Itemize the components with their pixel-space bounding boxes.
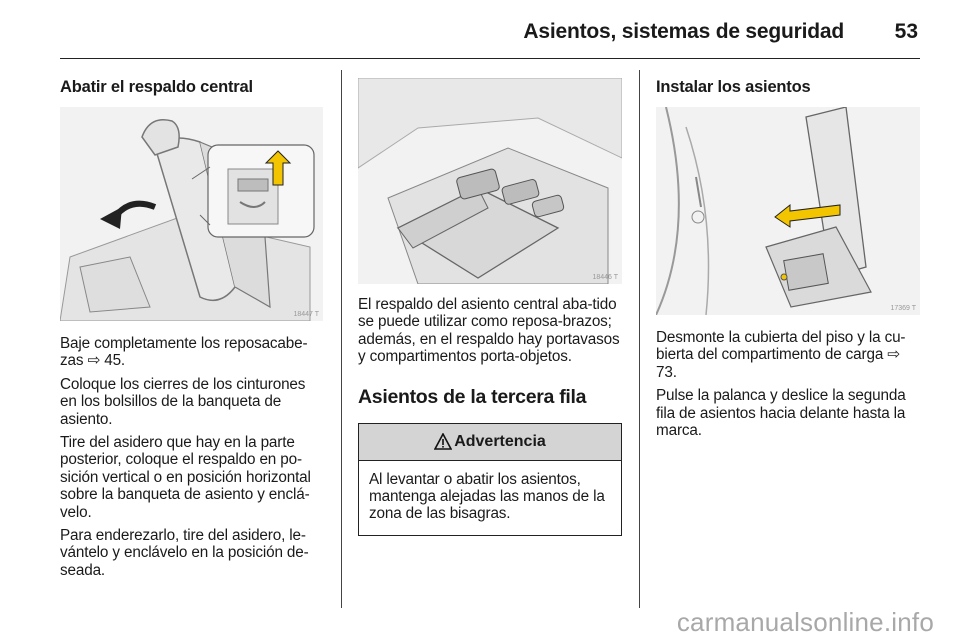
page-title: Asientos, sistemas de seguridad [523, 20, 844, 43]
paragraph: Baje completamente los reposacabe-zas ⇨ 45. [60, 335, 308, 370]
illustration-armrest [358, 78, 622, 284]
section-heading: Abatir el respaldo central [60, 78, 253, 96]
paragraph: El respaldo del asiento central aba-tido se puede utilizar como reposa-brazos; además, en el respaldo hay portavasos y compartimentos porta-objetos. [358, 296, 620, 366]
paragraph: Pulse la palanca y deslice la segunda fila de asientos hacia delante hasta la marca. [656, 387, 906, 440]
figure-code: 18447 T [293, 311, 319, 318]
illustration-seat-lever [656, 107, 920, 315]
warning-box [358, 423, 622, 536]
illustration-center-backrest [60, 107, 323, 321]
warning-body [359, 461, 621, 535]
seat-lever-drawing [656, 107, 920, 315]
warning-title: Advertencia [454, 432, 546, 450]
warning-text: Al levantar o abatir los asientos, mantenga alejadas las manos de la zona de las bisagras. [369, 470, 605, 523]
backrest-drawing [60, 107, 323, 321]
page-number: 53 [894, 20, 918, 43]
figure-code: 18446 T [592, 274, 618, 281]
page-header [60, 14, 920, 59]
column-divider [639, 70, 640, 608]
column-install-seats [656, 70, 920, 445]
paragraph: Desmonte la cubierta del piso y la cu-bierta del compartimento de carga ⇨ 73. [656, 329, 906, 381]
column-divider [341, 70, 342, 608]
section-heading: Asientos de la tercera fila [358, 385, 587, 408]
paragraph: Tire del asidero que hay en la parte posterior, coloque el respaldo en po-sición vertical o en posición horizontal sobre la banqueta de asiento y enclá-velo. [60, 434, 311, 521]
warning-triangle-icon [434, 433, 452, 450]
paragraph: Coloque los cierres de los cinturones en los bolsillos de la banqueta de asiento. [60, 375, 306, 428]
column-fold-center-backrest [60, 70, 323, 585]
figure-code: 17369 T [890, 305, 916, 312]
section-heading: Instalar los asientos [656, 78, 811, 96]
watermark: carmanualsonline.info [676, 607, 934, 637]
paragraph: Para enderezarlo, tire del asidero, le-vántelo y enclávelo en la posición de-seada. [60, 527, 309, 579]
armrest-drawing [358, 78, 622, 284]
column-armrest [358, 70, 622, 536]
warning-header [359, 424, 621, 461]
